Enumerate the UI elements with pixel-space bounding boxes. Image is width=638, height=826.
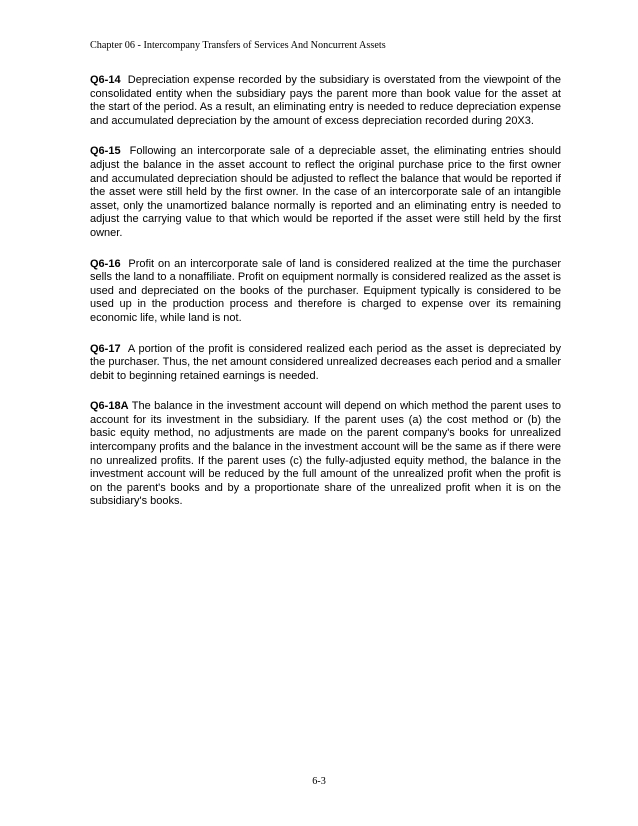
answer-text: A portion of the profit is considered realized each period as the asset is depreciated by the purchaser. Thus, the net amount considered unrealized decreases each period and a smaller debit to beginning retained earnings is needed. (90, 342, 561, 382)
answer-q6-17 (90, 343, 561, 384)
answer-text: Following an intercorporate sale of a depreciable asset, the eliminating entries should adjust the balance in the asset account to reflect the original purchase price to the first owner and accumulated depreciation should be adjusted to reflect the balance that would be reported if the asset were still held by the first owner. In the case of an intercorporate sale of an intangible asset, only the unamortized balance normally is reported and an eliminating entry is needed to adjust the carrying value to that which would be reported if the asset were still held by the first owner. (90, 145, 561, 239)
answer-q6-15 (90, 145, 561, 240)
running-header: Chapter 06 - Intercompany Transfers of Services And Noncurrent Assets (90, 40, 386, 51)
answers-section (90, 74, 561, 526)
answer-text: The balance in the investment account will depend on which method the parent uses to account for its investment in the subsidiary. If the parent uses (a) the cost method or (b) the basic equity method, no adjustments are made on the parent company's books for unrealized intercompany profits and the balance in the investment account will be the same as if there were no unrealized profits. If the parent uses (c) the fully-adjusted equity method, the balance in the investment account will be reduced by the full amount of the unrealized profit when the profit is on the parent's books and by a proportionate share of the unrealized profit when it is on the subsidiary's books. (90, 400, 561, 508)
question-number: Q6-15 (90, 145, 121, 158)
question-number: Q6-17 (90, 342, 121, 355)
page-number: 6-3 (312, 776, 326, 787)
answer-text: Profit on an intercorporate sale of land is considered realized at the time the purchaser sells the land to a nonaffiliate. Profit on equipment normally is considered realized as the asset is used and depreciated on the books of the purchaser. Equipment typically is considered to be used up in the production process and therefore is charged to expense over its remaining economic life, while land is not. (90, 257, 561, 324)
question-number: Q6-16 (90, 257, 121, 270)
question-number: Q6-14 (90, 74, 121, 86)
answer-text: Depreciation expense recorded by the subsidiary is overstated from the viewpoint of the consolidated entity when the subsidiary pays the parent more than book value for the asset at the start of the period. As a result, an eliminating entry is needed to reduce depreciation expense and accumulated depreciation by the amount of excess depreciation recorded during 20X3. (90, 74, 561, 127)
question-number: Q6-18A (90, 400, 129, 413)
answer-q6-18a (90, 400, 561, 509)
answer-q6-14 (90, 74, 561, 128)
answer-q6-16 (90, 258, 561, 326)
